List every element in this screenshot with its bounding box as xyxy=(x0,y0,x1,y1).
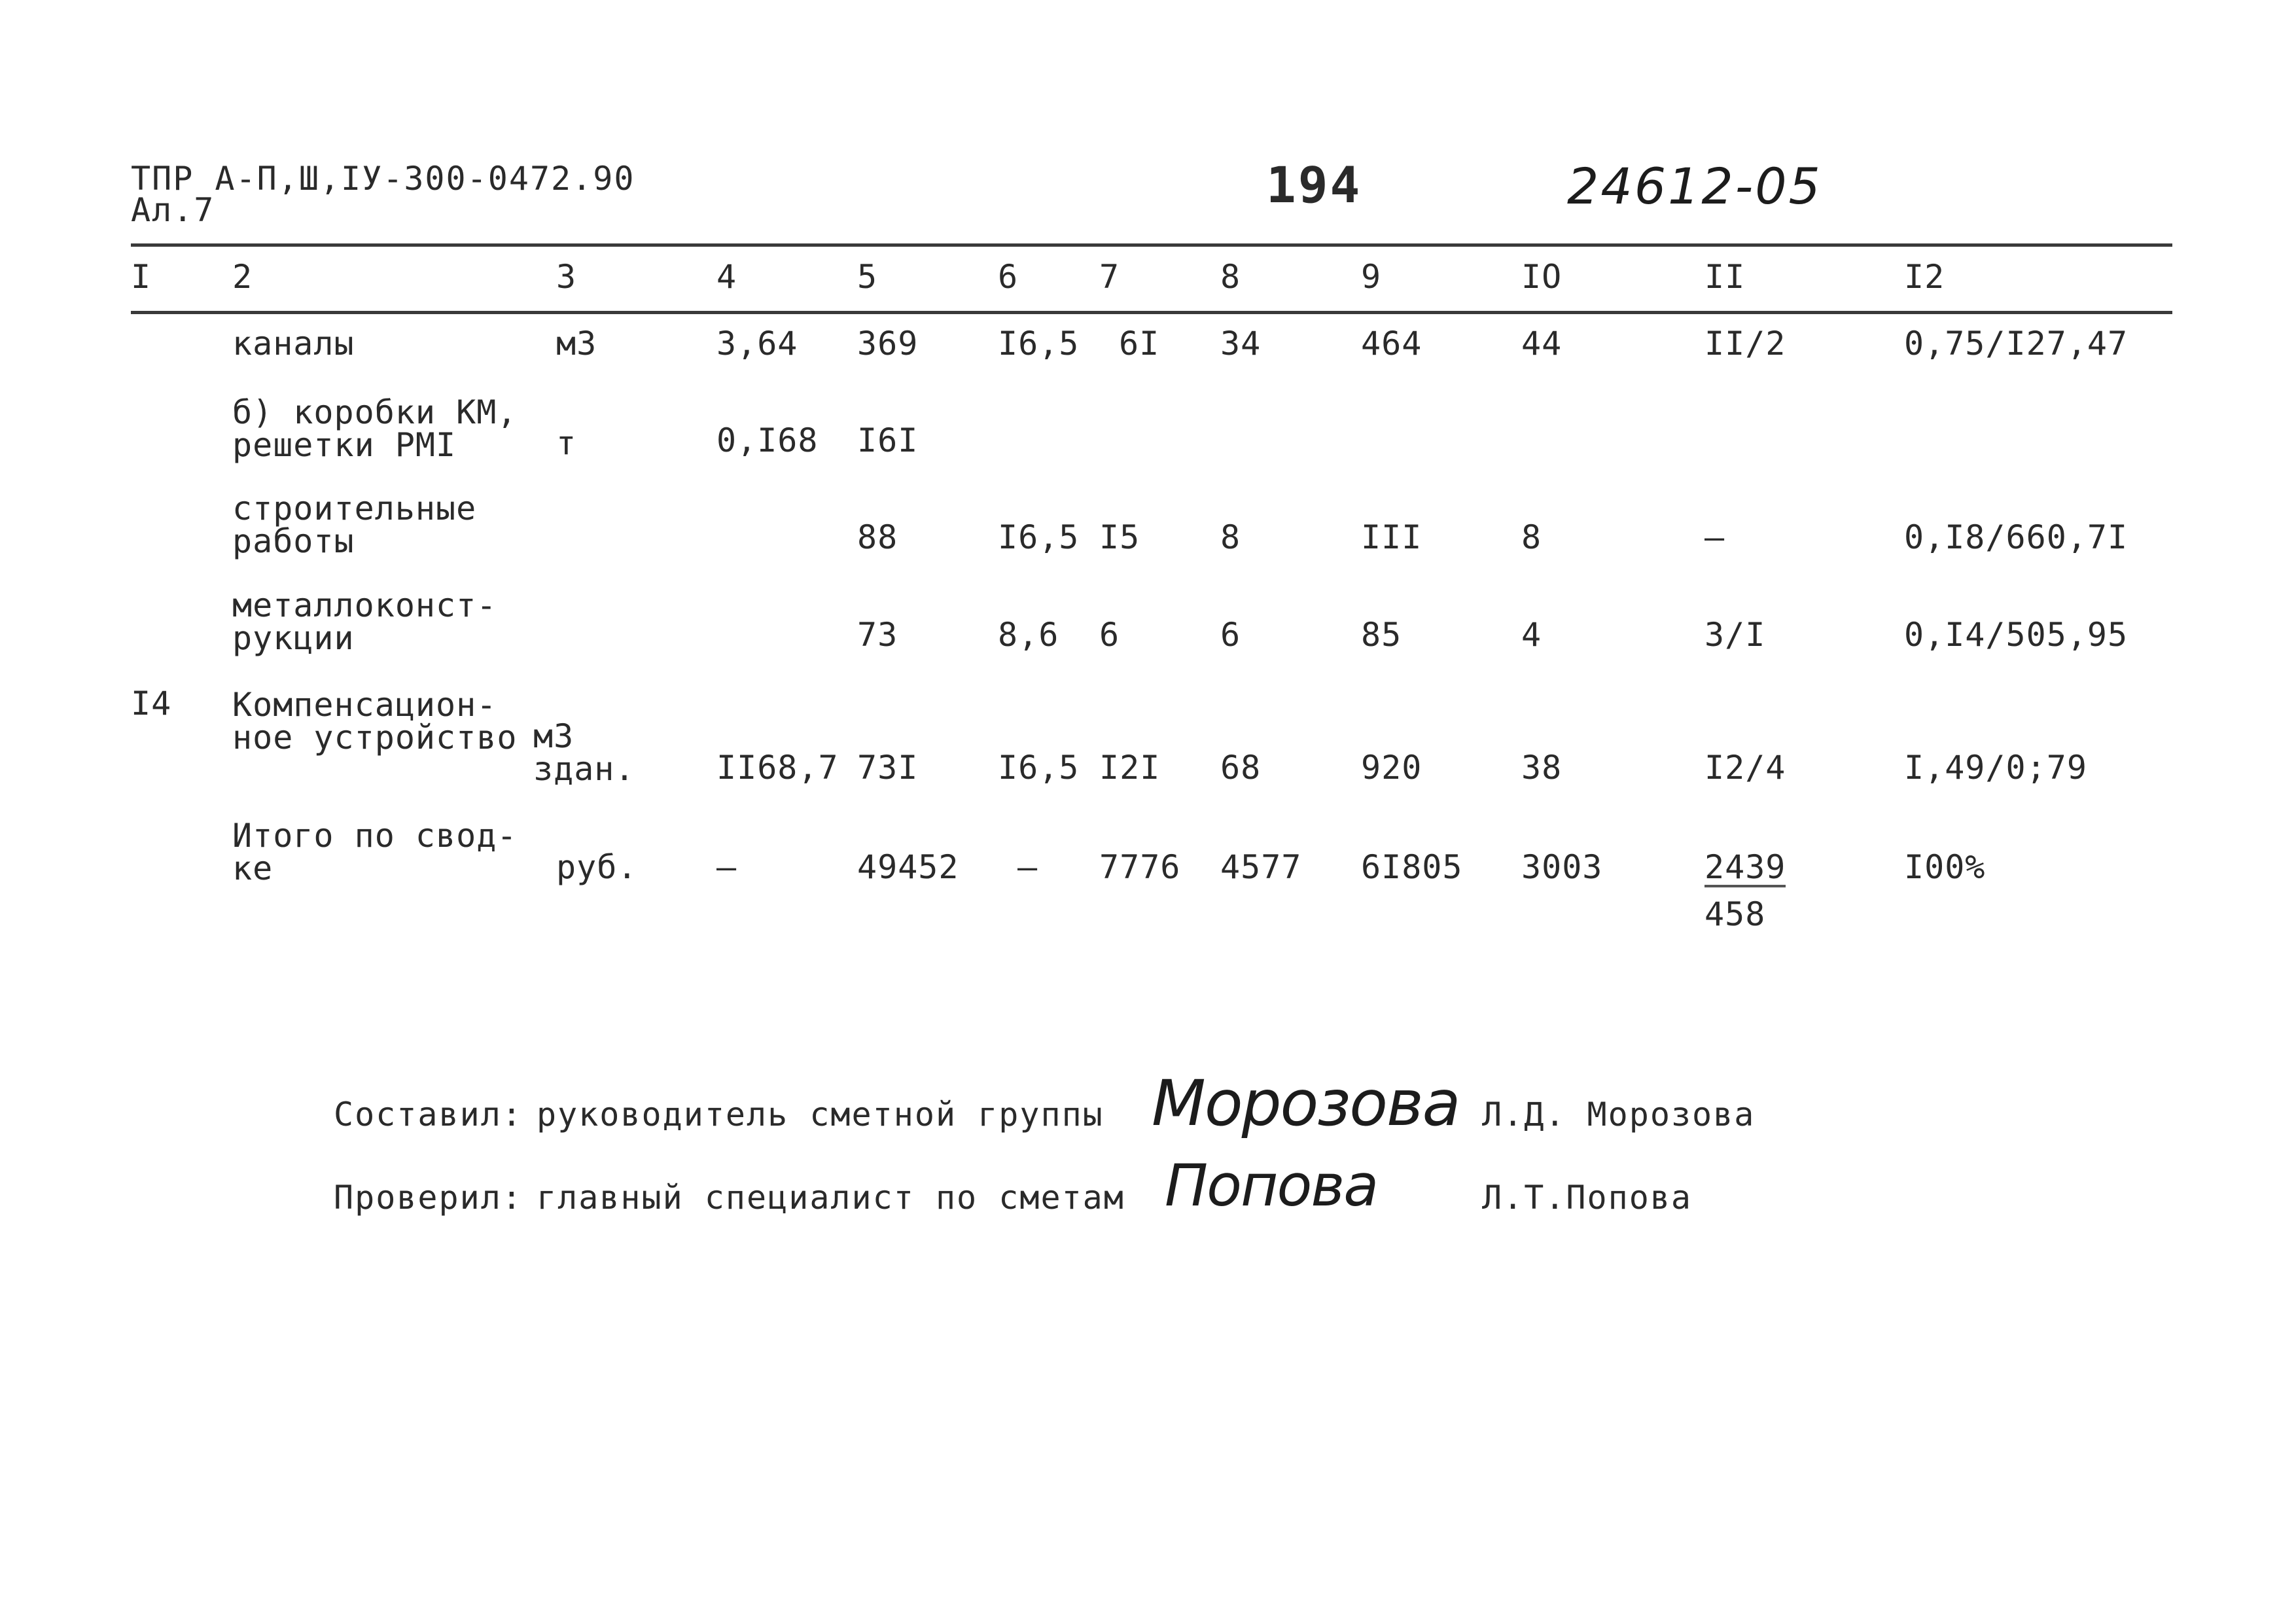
project-code: ТПР А-П,Ш,IУ-300-0472.90 xyxy=(131,160,635,198)
table-row-4-col6: 8,6 xyxy=(998,616,1059,654)
table-row-5-col6: I6,5 xyxy=(998,749,1080,787)
table-row-5-col10: 38 xyxy=(1521,749,1563,787)
column-header-7: 7 xyxy=(1099,258,1120,296)
table-row-4-col10: 4 xyxy=(1521,616,1542,654)
column-header-6: 6 xyxy=(998,258,1019,296)
table-row-3-col11: – xyxy=(1704,518,1725,556)
table-row-1-col10: 44 xyxy=(1521,325,1563,363)
table-row-6-col9: 6I805 xyxy=(1361,848,1463,886)
table-row-1-unit: м3 xyxy=(556,325,597,363)
column-header-2: 2 xyxy=(232,258,253,296)
album-number: Ал.7 xyxy=(131,191,215,229)
table-row-3-col5: 88 xyxy=(857,518,898,556)
table-row-6-name: Итого по свод- ке xyxy=(232,817,518,887)
compiled-role: руководитель сметной группы xyxy=(537,1096,1104,1133)
table-row-6-col8: 4577 xyxy=(1220,848,1302,886)
table-row-2-col5: I6I xyxy=(857,421,919,459)
table-row-6-col12: I00% xyxy=(1904,848,1986,886)
table-row-2-unit: т xyxy=(556,424,577,462)
table-row-5-unit: м3 здан. xyxy=(533,717,635,788)
table-top-rule xyxy=(131,243,2172,247)
table-row-4-col8: 6 xyxy=(1220,616,1241,654)
table-row-3-col6: I6,5 xyxy=(998,518,1080,556)
table-row-5-col8: 68 xyxy=(1220,749,1262,787)
table-row-1-col4: 3,64 xyxy=(716,325,798,363)
table-row-6-col11: 2439 xyxy=(1704,848,1786,886)
inventory-number: 24612-05 xyxy=(1567,157,1822,215)
table-row-1-col11: II/2 xyxy=(1704,325,1786,363)
table-row-5-name: Компенсацион- ное устройство xyxy=(232,686,518,757)
table-row-5-col7: I2I xyxy=(1099,749,1161,787)
table-row-3-name: строительные работы xyxy=(232,490,477,560)
table-row-6-col6: – xyxy=(1017,848,1038,886)
table-row-5-col4: II68,7 xyxy=(716,749,839,787)
checked-label: Проверил: xyxy=(334,1179,523,1217)
compiled-name: Л.Д. Морозова xyxy=(1482,1096,1756,1133)
column-header-5: 5 xyxy=(857,258,878,296)
table-row-6-col4: – xyxy=(716,848,737,886)
table-row-6-col10: 3003 xyxy=(1521,848,1603,886)
table-header-rule xyxy=(131,311,2172,314)
table-row-1-col7: 6I xyxy=(1119,325,1160,363)
column-header-8: 8 xyxy=(1220,258,1241,296)
table-row-5-col5: 73I xyxy=(857,749,919,787)
checked-signature: Попова xyxy=(1165,1152,1378,1219)
column-header-3: 3 xyxy=(556,258,577,296)
table-row-4-col7: 6 xyxy=(1099,616,1120,654)
checked-role: главный специалист по сметам xyxy=(537,1179,1125,1217)
table-row-3-col8: 8 xyxy=(1220,518,1241,556)
table-row-3-col9: III xyxy=(1361,518,1422,556)
column-header-1: I xyxy=(131,258,152,296)
table-row-4-col12: 0,I4/505,95 xyxy=(1904,616,2128,654)
compiled-signature: Морозова xyxy=(1152,1067,1460,1140)
table-row-2-name: б) коробки КМ, решетки РМI xyxy=(232,393,518,464)
table-row-1-col6: I6,5 xyxy=(998,325,1080,363)
column-header-9: 9 xyxy=(1361,258,1382,296)
table-row-5-col12: I,49/0;79 xyxy=(1904,749,2087,787)
checked-name: Л.Т.Попова xyxy=(1482,1179,1693,1217)
table-row-1-col5: 369 xyxy=(857,325,919,363)
table-row-5-col11: I2/4 xyxy=(1704,749,1786,787)
table-row-4-col11: 3/I xyxy=(1704,616,1766,654)
table-row-4-col9: 85 xyxy=(1361,616,1402,654)
table-row-3-col7: I5 xyxy=(1099,518,1140,556)
table-row-6-col11-denominator: 458 xyxy=(1704,895,1766,933)
table-row-6-col5: 49452 xyxy=(857,848,959,886)
page-number: 194 xyxy=(1266,156,1362,214)
table-row-2-col4: 0,I68 xyxy=(716,421,819,459)
table-row-6-col7: 7776 xyxy=(1099,848,1181,886)
table-row-1-name: каналы xyxy=(232,325,355,363)
column-header-12: I2 xyxy=(1904,258,1945,296)
table-row-5-col9: 920 xyxy=(1361,749,1422,787)
table-row-1-col8: 34 xyxy=(1220,325,1262,363)
column-header-11: II xyxy=(1704,258,1746,296)
table-row-5-num: I4 xyxy=(131,685,172,722)
table-row-3-col12: 0,I8/660,7I xyxy=(1904,518,2128,556)
table-row-3-col10: 8 xyxy=(1521,518,1542,556)
table-row-1-col12: 0,75/I27,47 xyxy=(1904,325,2128,363)
table-row-1-col9: 464 xyxy=(1361,325,1422,363)
table-row-4-col5: 73 xyxy=(857,616,898,654)
table-row-6-unit: руб. xyxy=(556,848,638,886)
column-header-10: IO xyxy=(1521,258,1563,296)
table-row-4-name: металлоконст- рукции xyxy=(232,586,497,657)
column-header-4: 4 xyxy=(716,258,737,296)
compiled-label: Составил: xyxy=(334,1096,523,1133)
